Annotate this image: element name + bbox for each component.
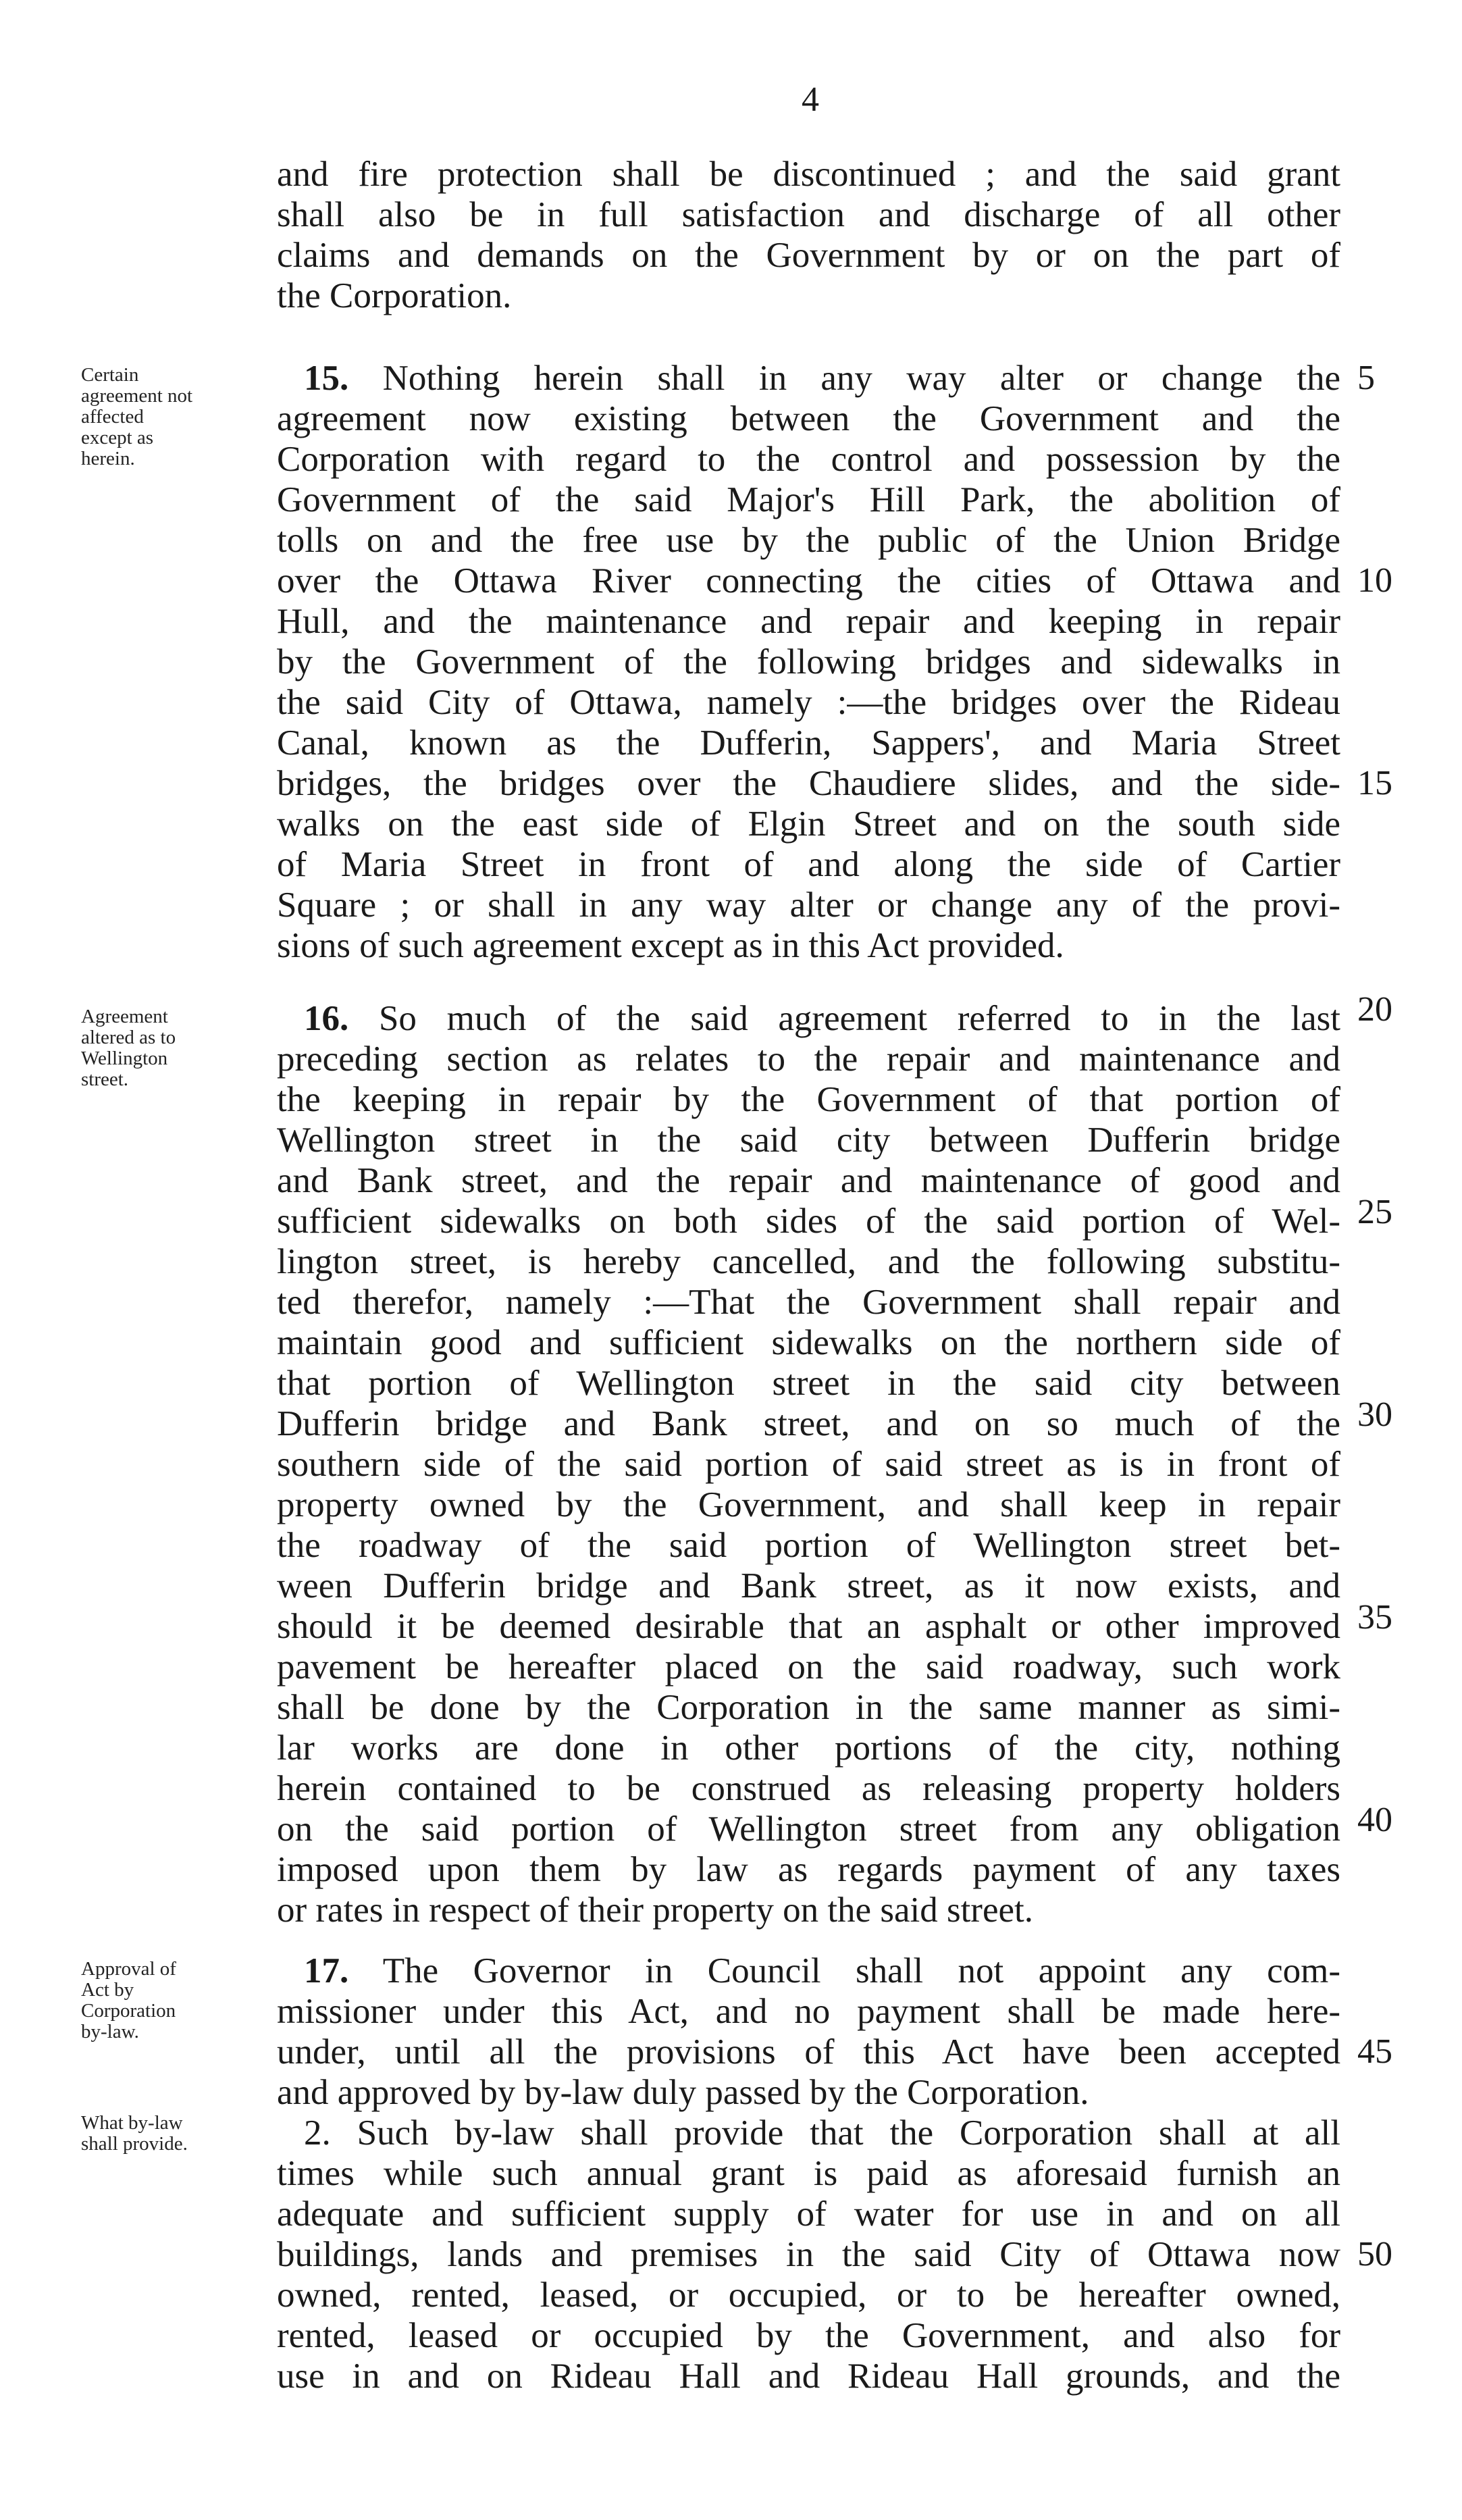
text-line: or rates in respect of their property on the said street. — [277, 1891, 1033, 1930]
line-number: 10 — [1357, 561, 1392, 600]
text-line: should it be deemed desirable that an asphalt or other improved — [277, 1607, 1340, 1646]
text-line: times while such annual grant is paid as aforesaid furnish an — [277, 2154, 1340, 2193]
marginal-note-section-16: Agreement altered as to Wellington street. — [81, 1006, 176, 1090]
text-line: owned, rented, leased, or occupied, or to be hereafter owned, — [277, 2275, 1340, 2315]
text-line: of Maria Street in front of and along the side of Cartier — [277, 845, 1340, 884]
text-line: use in and on Rideau Hall and Rideau Hall grounds, and the — [277, 2357, 1340, 2396]
text-line: agreement now existing between the Government and the — [277, 399, 1340, 438]
line-number: 45 — [1357, 2032, 1392, 2071]
text-line: herein contained to be construed as releasing property holders — [277, 1769, 1340, 1808]
text-line: 16. So much of the said agreement referred to in the last — [304, 999, 1341, 1038]
text-line: under, until all the provisions of this Act have been accepted — [277, 2032, 1340, 2072]
text-line: and approved by by-law duly passed by the Corporation. — [277, 2073, 1089, 2112]
page-number: 4 — [802, 80, 819, 119]
text-line: Canal, known as the Dufferin, Sappers', and Maria Street — [277, 723, 1340, 763]
text-line: ted therefor, namely :—That the Government shall repair and — [277, 1283, 1340, 1322]
text-line: shall also be in full satisfaction and discharge of all other — [277, 195, 1340, 234]
line-number: 20 — [1357, 990, 1392, 1029]
text-line: tolls on and the free use by the public of the Union Bridge — [277, 521, 1340, 560]
text-line: sufficient sidewalks on both sides of the said portion of Wel- — [277, 1202, 1340, 1241]
marginal-note-section-17: Approval of Act by Corporation by-law. — [81, 1958, 176, 2042]
text-line: rented, leased or occupied by the Government, and also for — [277, 2316, 1340, 2355]
text-line: and Bank street, and the repair and maintenance of good and — [277, 1161, 1340, 1200]
text-line: bridges, the bridges over the Chaudiere slides, and the side- — [277, 764, 1340, 803]
text-line: claims and demands on the Government by or on the part of — [277, 236, 1340, 275]
marginal-note-section-17-2: What by-law shall provide. — [81, 2112, 188, 2155]
text-line: southern side of the said portion of said street as is in front of — [277, 1445, 1340, 1484]
text-line: on the said portion of Wellington street from any obligation — [277, 1809, 1340, 1849]
paragraph-section-17 — [277, 1951, 1340, 2113]
line-number: 25 — [1357, 1193, 1392, 1231]
text-line: the said City of Ottawa, namely :—the bridges over the Rideau — [277, 683, 1340, 722]
text-line: over the Ottawa River connecting the cities of Ottawa and — [277, 561, 1340, 600]
text-line: property owned by the Government, and shall keep in repair — [277, 1485, 1340, 1524]
text-line: preceding section as relates to the repair and maintenance and — [277, 1039, 1340, 1079]
section-number: 16. — [304, 999, 349, 1038]
text-line: the keeping in repair by the Government of that portion of — [277, 1080, 1340, 1119]
section-number: 15. — [304, 359, 349, 398]
marginal-note-section-15: Certain agreement not affected except as herein. — [81, 364, 193, 469]
paragraph-continuation — [277, 154, 1340, 316]
text-line: 15. Nothing herein shall in any way alter or change the — [304, 359, 1341, 398]
text-line: 2. Such by-law shall provide that the Corporation shall at all — [304, 2113, 1341, 2153]
text-line: walks on the east side of Elgin Street and on the south side — [277, 804, 1340, 844]
text-line: Square ; or shall in any way alter or change any of the provi- — [277, 885, 1340, 925]
text-line: Hull, and the maintenance and repair and keeping in repair — [277, 602, 1340, 641]
text-line: buildings, lands and premises in the said City of Ottawa now — [277, 2235, 1340, 2274]
text-line: Wellington street in the said city between Dufferin bridge — [277, 1121, 1340, 1160]
text-line: missioner under this Act, and no payment shall be made here- — [277, 1992, 1340, 2031]
line-number: 50 — [1357, 2235, 1392, 2273]
text-line: that portion of Wellington street in the said city between — [277, 1364, 1340, 1403]
paragraph-section-15 — [277, 358, 1340, 966]
paragraph-section-17-subsection-2 — [277, 2113, 1340, 2396]
text-line: adequate and sufficient supply of water for use in and on all — [277, 2194, 1340, 2234]
line-number: 35 — [1357, 1598, 1392, 1637]
line-number: 40 — [1357, 1801, 1392, 1839]
text-line: imposed upon them by law as regards payment of any taxes — [277, 1850, 1340, 1889]
paragraph-section-16 — [277, 998, 1340, 1930]
text-line: maintain good and sufficient sidewalks on the northern side of — [277, 1323, 1340, 1362]
text-line: Dufferin bridge and Bank street, and on so much of the — [277, 1404, 1340, 1443]
text-line: Government of the said Major's Hill Park, the abolition of — [277, 480, 1340, 519]
subsection-number: 2. — [304, 2113, 331, 2153]
text-line: and fire protection shall be discontinued ; and the said grant — [277, 155, 1340, 194]
text-line: 17. The Governor in Council shall not appoint any com- — [304, 1951, 1340, 1990]
section-number: 17. — [304, 1951, 349, 1990]
text-line: Corporation with regard to the control and possession by the — [277, 440, 1340, 479]
text-line: lar works are done in other portions of the city, nothing — [277, 1728, 1340, 1768]
line-number: 5 — [1357, 359, 1375, 397]
text-line: the Corporation. — [277, 276, 512, 315]
text-line: sions of such agreement except as in this Act provided. — [277, 926, 1064, 965]
text-line: ween Dufferin bridge and Bank street, as it now exists, and — [277, 1566, 1340, 1605]
text-line: pavement be hereafter placed on the said roadway, such work — [277, 1647, 1340, 1687]
text-line: by the Government of the following bridges and sidewalks in — [277, 642, 1340, 682]
line-number: 15 — [1357, 764, 1392, 802]
text-line: the roadway of the said portion of Wellington street bet- — [277, 1526, 1340, 1565]
text-line: shall be done by the Corporation in the same manner as simi- — [277, 1688, 1340, 1727]
line-number: 30 — [1357, 1395, 1392, 1434]
text-line: lington street, is hereby cancelled, and the following substitu- — [277, 1242, 1340, 1281]
